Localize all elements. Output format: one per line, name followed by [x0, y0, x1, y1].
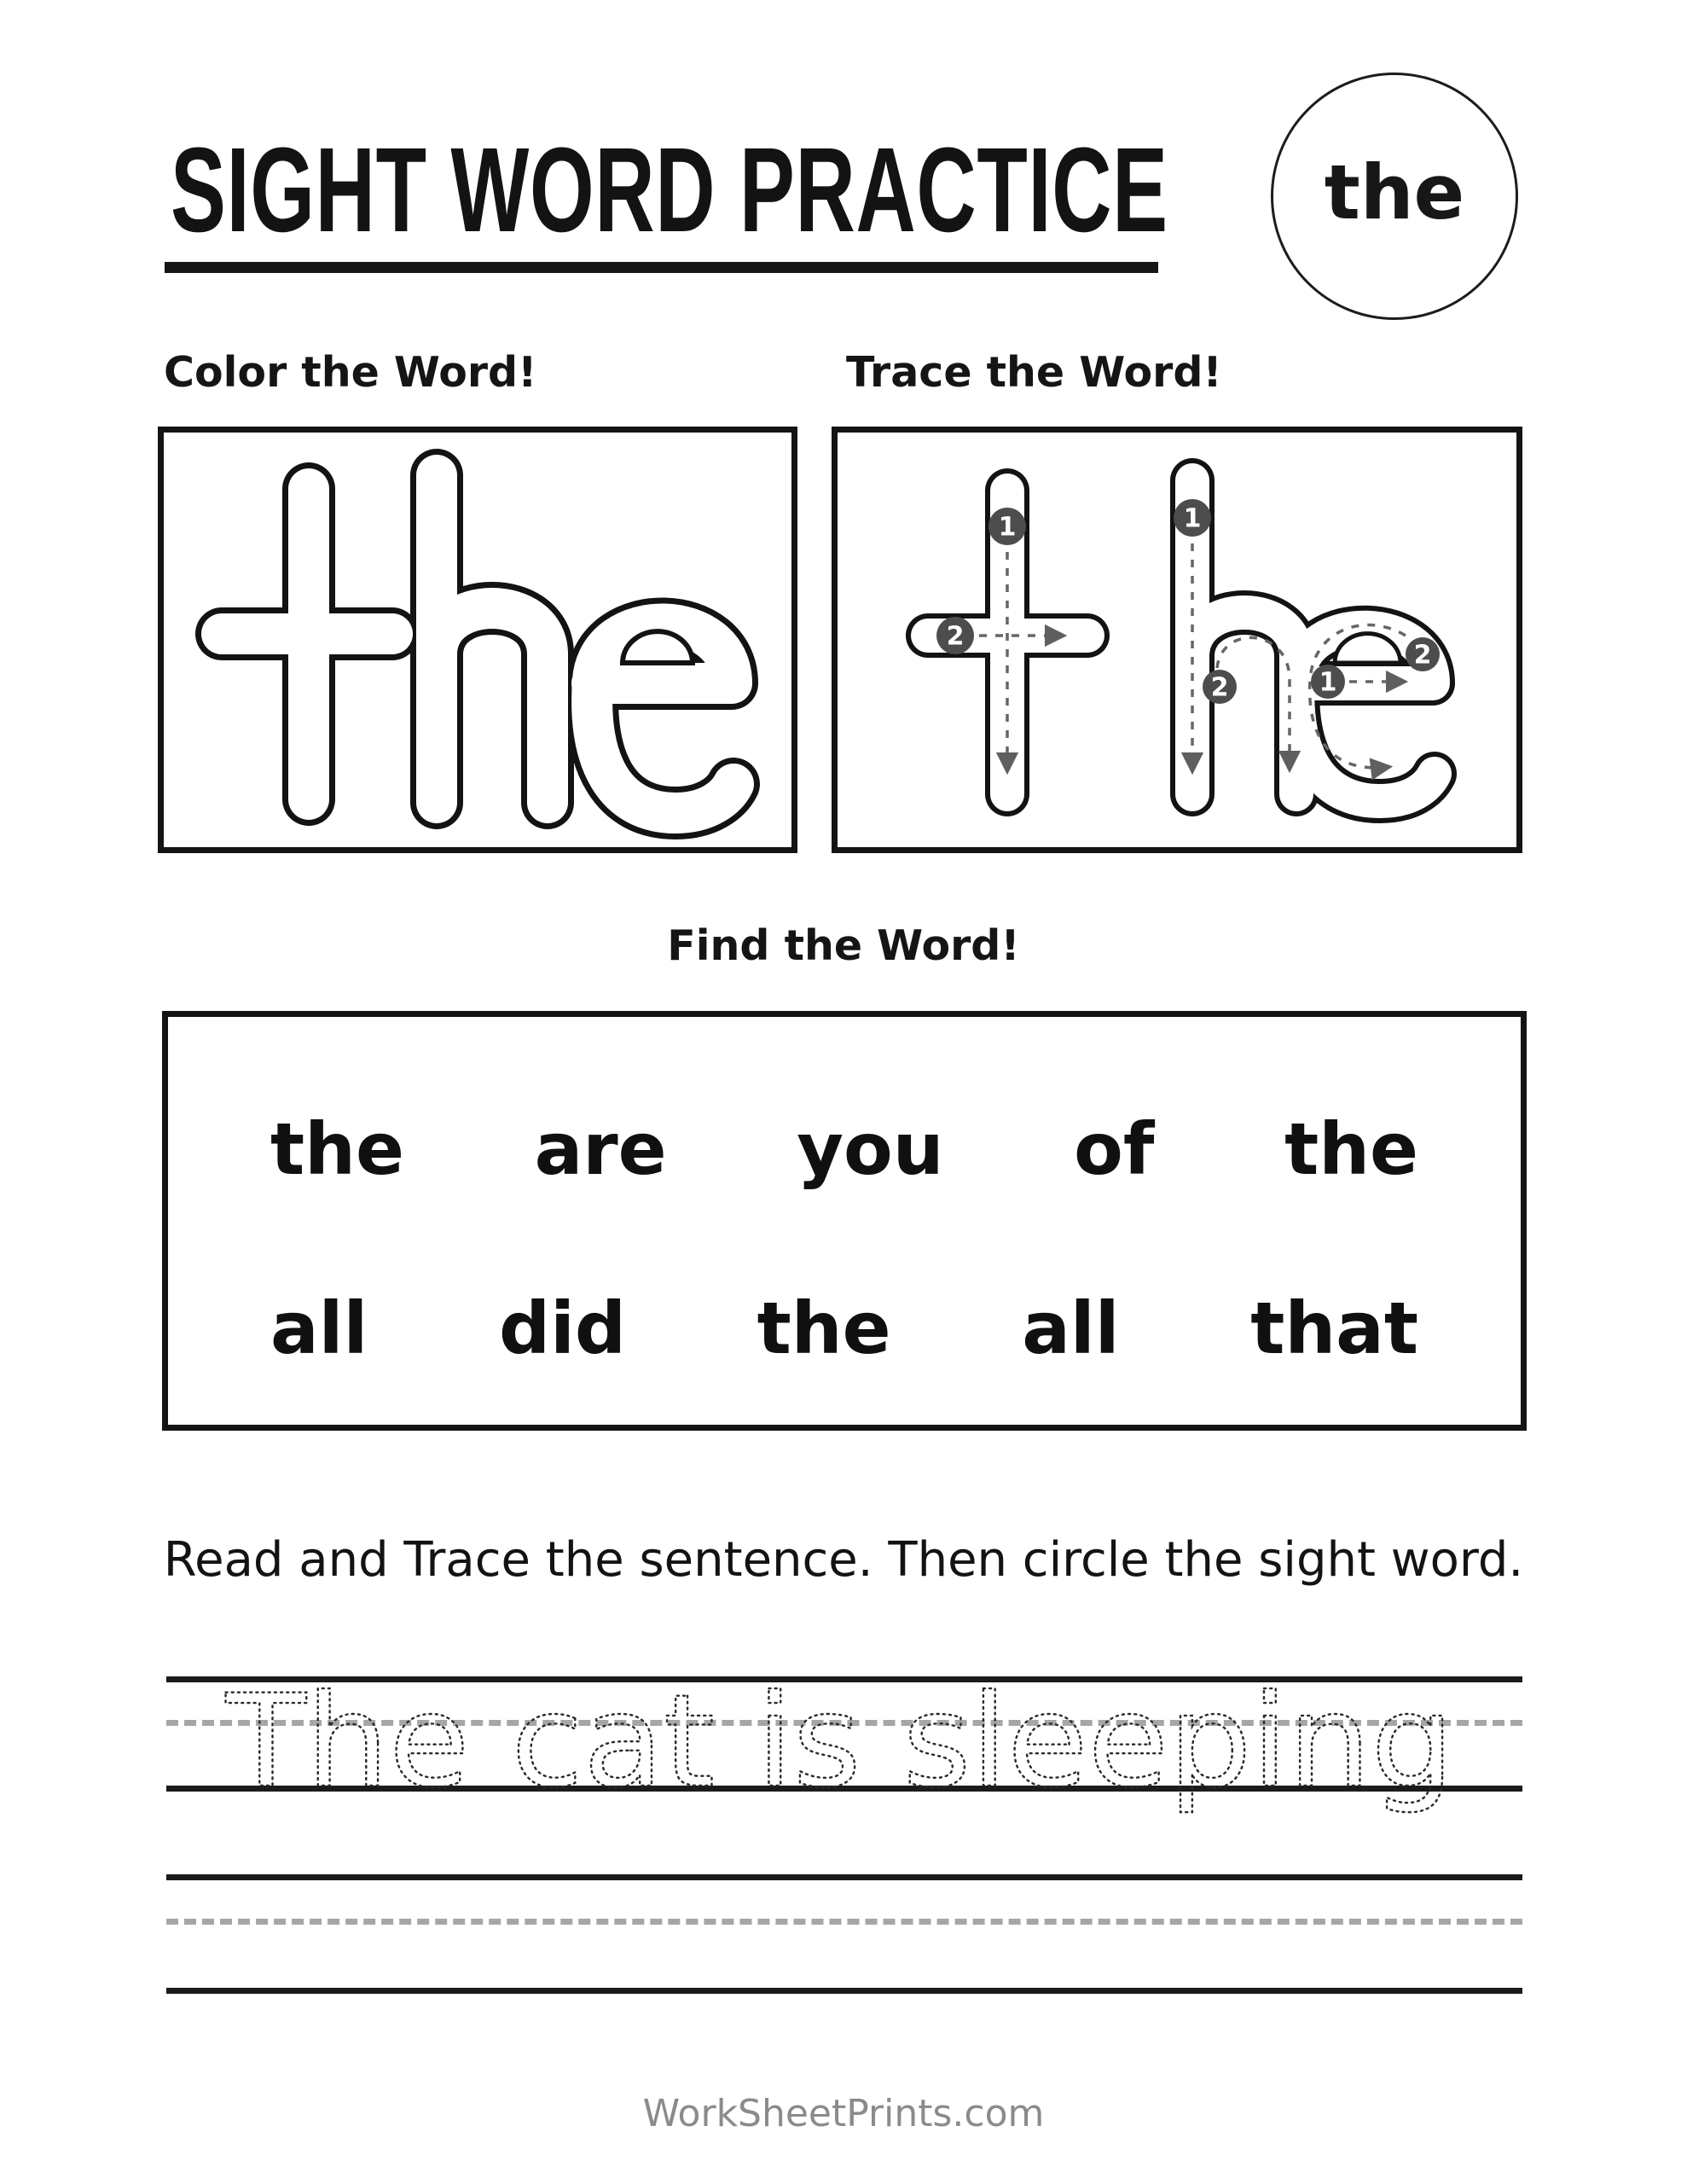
bubble-letter-t-inner — [222, 489, 392, 799]
step-number-t2: 2 — [946, 621, 965, 652]
footer-site-name: WorkSheetPrints.com — [642, 2092, 1045, 2135]
sentence-instruction: Read and Trace the sentence. Then circle the sight word. — [163, 1532, 1524, 1588]
page-title: SIGHT WORD PRACTICE — [171, 122, 1168, 257]
find-word: of — [1074, 1107, 1155, 1191]
color-section-label: Color the Word! — [164, 348, 537, 397]
step-number-t1: 1 — [998, 512, 1017, 543]
trace-word-bubble-letters — [838, 433, 1516, 847]
writing-line-top-2 — [166, 1874, 1522, 1880]
step-number-e1: 1 — [1319, 667, 1337, 698]
sight-word-label: the — [1324, 148, 1465, 236]
find-word: are — [534, 1107, 667, 1191]
writing-line-mid-2 — [166, 1919, 1522, 1925]
find-section-label: Find the Word! — [667, 921, 1020, 970]
title-underline — [165, 262, 1158, 273]
find-word: all — [270, 1287, 368, 1370]
find-word: the — [1284, 1107, 1418, 1191]
find-word: you — [797, 1107, 944, 1191]
find-word-row-2 — [168, 1243, 1521, 1414]
find-word: all — [1022, 1287, 1120, 1370]
find-word: did — [498, 1287, 626, 1370]
bubble-letter-h-inner — [437, 475, 548, 803]
color-word-box — [158, 427, 797, 853]
color-word-bubble-letters — [164, 433, 791, 847]
find-word: the — [757, 1287, 891, 1370]
find-word-row-1 — [168, 1064, 1521, 1234]
trace-sentence-text: The cat is sleeping — [224, 1668, 1455, 1816]
trace-section-label: Trace the Word! — [846, 348, 1222, 397]
find-word: that — [1250, 1287, 1418, 1370]
step-number-h2: 2 — [1210, 672, 1229, 703]
trace-word-box — [832, 427, 1522, 853]
trace-sentence — [166, 1655, 1522, 1864]
find-word-box — [162, 1011, 1527, 1431]
header — [171, 122, 1279, 258]
sight-word-badge — [1271, 73, 1518, 320]
step-number-h1: 1 — [1183, 503, 1202, 534]
find-word: the — [270, 1107, 404, 1191]
writing-line-bottom-2 — [166, 1988, 1522, 1994]
step-number-e2: 2 — [1413, 640, 1432, 671]
